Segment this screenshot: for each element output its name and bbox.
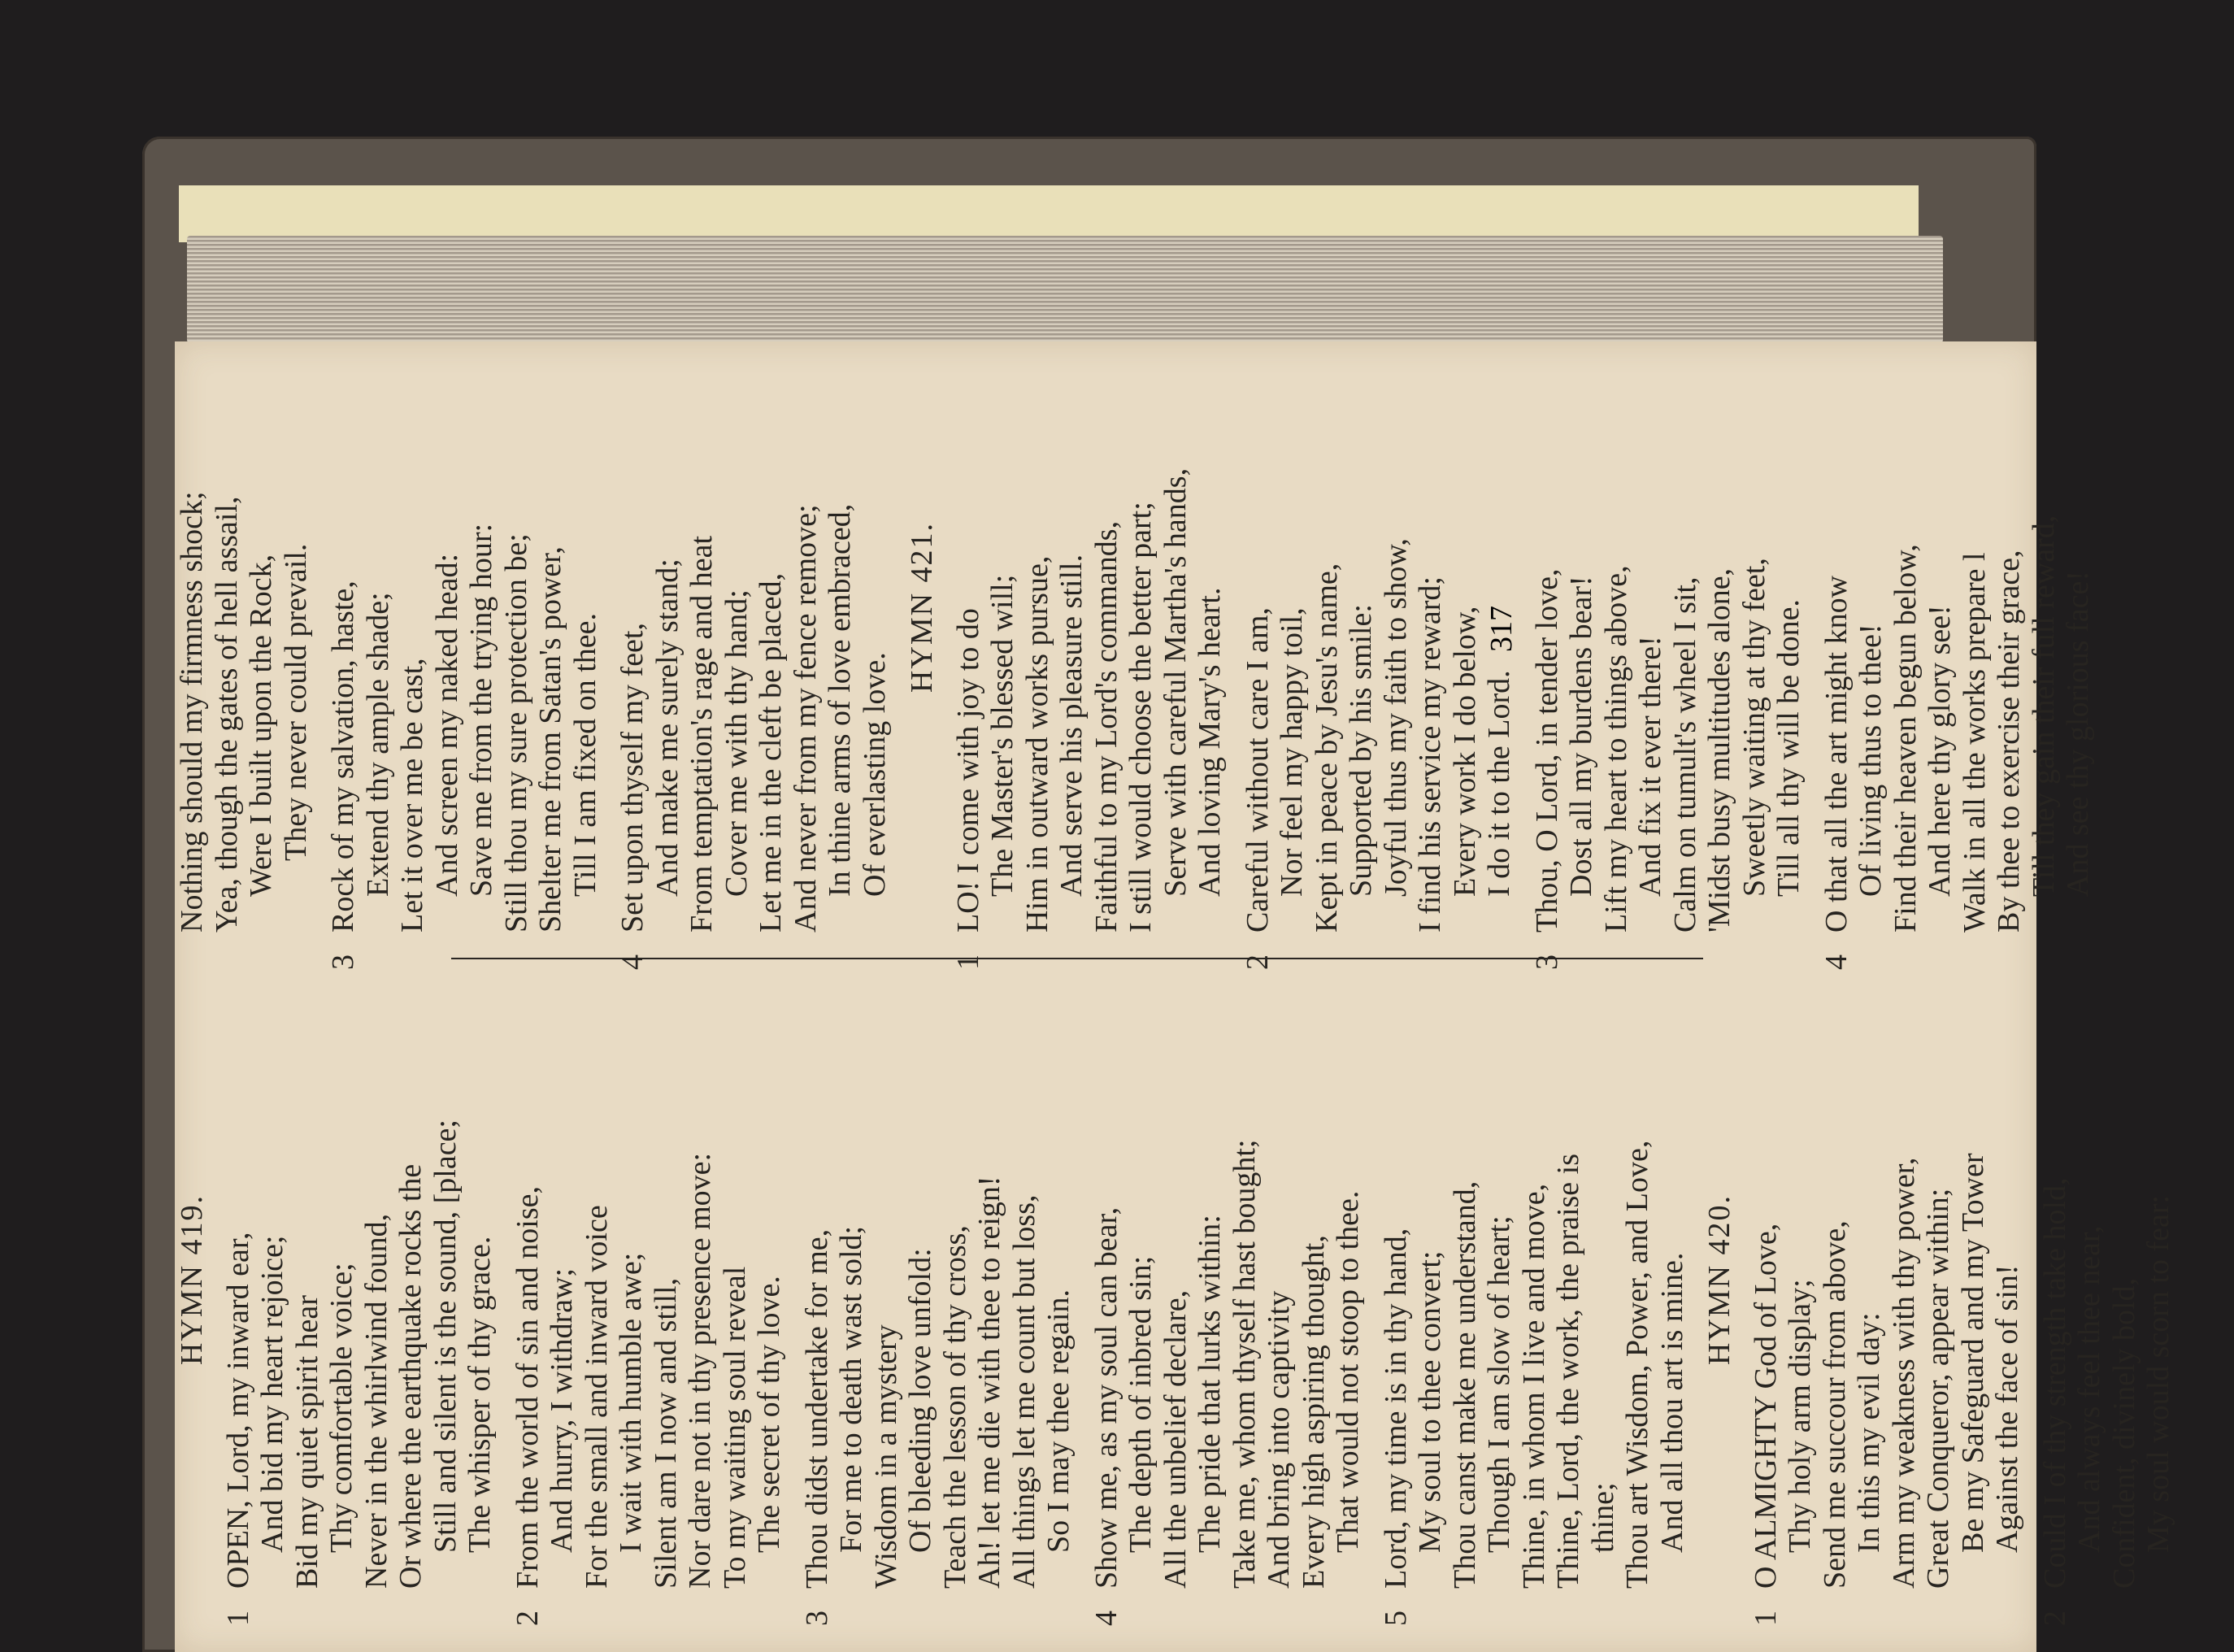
verse-line: That would not stoop to thee. — [1331, 1190, 1365, 1553]
stanza-number: 4 — [1089, 1611, 1124, 1626]
hymn-title: HYMN 419. — [175, 1193, 209, 1366]
stanza — [326, 282, 602, 970]
verse-line: Arm my weakness with thy power, — [1886, 1157, 1921, 1589]
verse-line: I still would choose the better part; — [1124, 502, 1158, 933]
verse-line: All things let me count but loss, — [1006, 1194, 1041, 1589]
verse-line: Let it over me be cast, — [395, 658, 429, 933]
verse-line: Every high aspiring thought, — [1296, 1235, 1331, 1589]
verse-line: Teach the lesson of thy cross, — [937, 1225, 972, 1589]
verse-line: Thine, in whom I live and move, — [1516, 1183, 1551, 1589]
verse-line: Great Conqueror, appear within; — [1921, 1188, 1955, 1589]
verse-line: And loving Mary's heart. — [1193, 587, 1227, 897]
verse-line: Thy holy arm display; — [1783, 1279, 1817, 1553]
verse-line: Lord, my time is in thy hand, — [1378, 1228, 1413, 1589]
stanza — [175, 282, 313, 933]
verse-line: And fix it ever there! — [1633, 636, 1667, 897]
verse-line: Take me, whom thyself hast bought; — [1227, 1139, 1262, 1589]
verse-line: O ALMIGHTY God of Love, — [1748, 1223, 1783, 1589]
verse-line: I do it to the Lord. — [1482, 670, 1516, 897]
verse-line: By thee to exercise their grace, — [1992, 550, 2026, 933]
stanza — [1748, 971, 2025, 1626]
stanza-number: 5 — [1378, 1611, 1413, 1626]
verse-line: They never could prevail. — [278, 543, 313, 861]
stanza — [1529, 282, 1806, 970]
hymnal-page — [175, 341, 2175, 1652]
verse-line: Be my Safeguard and my Tower — [1955, 1153, 1990, 1553]
verse-line: I wait with humble awe; — [614, 1252, 648, 1553]
verse-line: In thine arms of love embraced, — [823, 503, 857, 897]
verse-line: The depth of inbred sin; — [1124, 1255, 1158, 1553]
verse-line: Though I am slow of heart; — [1482, 1215, 1516, 1553]
verse-line: So I may thee regain. — [1041, 1289, 1076, 1553]
verse-line: Kept in peace by Jesu's name, — [1309, 563, 1344, 933]
verse-line: Serve with careful Martha's hands, — [1158, 467, 1193, 897]
verse-line: Send me succour from above, — [1817, 1220, 1852, 1589]
verse-line: Were I built upon the Rock, — [244, 554, 278, 897]
verse-line: Find their heaven begun below, — [1888, 544, 1923, 933]
verse-line: Bid my quiet spirit hear — [289, 1295, 324, 1589]
stanza-number: 3 — [1529, 954, 1564, 970]
stanza — [799, 971, 1076, 1626]
verse-line: Thine, Lord, the work, the praise is — [1551, 1153, 1585, 1589]
verse-line: I find his service my reward; — [1413, 576, 1447, 933]
verse-line: Set upon thyself my feet, — [615, 623, 650, 933]
verse-line: Supported by his smile: — [1344, 604, 1378, 897]
verse-line: O that all the art might know — [1819, 575, 1854, 933]
verse-line: Nothing should my firmness shock; — [175, 491, 209, 933]
stanza-number: 1 — [220, 1611, 255, 1626]
verse-line: Dost all my burdens bear! — [1564, 576, 1598, 897]
verse-line: Save me from the trying hour: — [464, 523, 498, 897]
verse-line: 'Midst busy multitudes alone, — [1702, 567, 1736, 933]
stanza — [2037, 971, 2176, 1626]
stanza-number: 4 — [615, 954, 650, 970]
verse-line: Nor dare not in thy presence move: — [683, 1152, 717, 1589]
verse-line: My soul to thee convert; — [1413, 1250, 1447, 1553]
verse-line: Him in outward works pursue, — [1019, 555, 1054, 933]
verse-line: Could I of thy strength take hold, — [2037, 1177, 2072, 1589]
verse-line: Or where the earthquake rocks the — [393, 1163, 428, 1589]
verse-line: Thou art Wisdom, Power, and Love, — [1620, 1140, 1654, 1589]
verse-line: Cover me with thy hand; — [719, 589, 754, 897]
stanza-number: 4 — [1819, 954, 1854, 970]
verse-line: Show me, as my soul can bear, — [1089, 1206, 1124, 1589]
verse-line: And hurry, I withdraw; — [545, 1267, 579, 1553]
verse-line: Yea, though the gates of hell assail, — [209, 496, 244, 933]
verse-line: All the unbelief declare, — [1158, 1289, 1193, 1589]
verse-line: The secret of thy love. — [752, 1276, 786, 1553]
stanza — [1819, 282, 2096, 970]
verse-line: Calm on tumult's wheel I sit, — [1667, 576, 1702, 933]
stanza-number: 3 — [799, 1611, 834, 1626]
verse-line: And see thy glorious face! — [2061, 571, 2095, 897]
verse-line: And here thy glory see! — [1923, 605, 1957, 897]
stanza-number: 1 — [1748, 1611, 1783, 1626]
verse-line: Till they gain their full reward, — [2026, 515, 2061, 897]
verse-line: And make me surely stand; — [650, 559, 685, 897]
verse-line: For the small and inward voice — [579, 1205, 614, 1589]
verse-line: Rock of my salvation, haste, — [326, 580, 360, 933]
verse-line: Extend thy ample shade; — [360, 592, 395, 897]
verse-line: thine; — [1585, 1482, 1620, 1553]
verse-line: Wisdom in a mystery — [868, 1324, 903, 1589]
page-stack-top — [179, 185, 1919, 242]
verse-line: Thou canst make me understand, — [1447, 1180, 1482, 1589]
verse-line: Till all thy will be done. — [1771, 599, 1806, 897]
verse-line: The whisper of thy grace. — [463, 1236, 497, 1553]
stanza-number: 2 — [2037, 1611, 2072, 1626]
verse-line: Till I am fixed on thee. — [567, 613, 602, 897]
verse-line: Of living thus to thee! — [1854, 624, 1888, 897]
verse-line: And never from my fence remove; — [788, 504, 823, 933]
verse-line: From temptation's rage and heat — [685, 535, 719, 933]
verse-line: Still thou my sure protection be; — [498, 533, 533, 933]
verse-line: Careful without care I am, — [1240, 607, 1275, 933]
verse-line: In this my evil day: — [1852, 1312, 1886, 1553]
verse-line: Let me in the cleft be placed, — [754, 572, 788, 933]
verse-line: Thou didst undertake for me, — [799, 1228, 834, 1589]
verse-line: And always feel thee near, — [2072, 1225, 2106, 1553]
verse-line: And serve his pleasure still. — [1054, 554, 1089, 897]
stanza — [615, 282, 892, 970]
verse-line: Shelter me from Satan's power, — [533, 546, 567, 933]
verse-line: Silent am I now and still, — [648, 1277, 683, 1589]
stanza — [1089, 971, 1366, 1626]
verse-line: Ah! let me die with thee to reign! — [972, 1176, 1006, 1589]
page-number: 317 — [1484, 606, 1519, 652]
verse-line: For me to death wast sold; — [834, 1225, 868, 1553]
stanza-number: 2 — [1240, 954, 1275, 970]
stanza-number: 3 — [326, 954, 360, 970]
verse-line: From the world of sin and noise, — [510, 1185, 545, 1589]
verse-line: Thou, O Lord, in tender love, — [1529, 568, 1564, 933]
stanza — [1378, 971, 1690, 1626]
stanza-number: 2 — [510, 1611, 545, 1626]
verse-line: To my waiting soul reveal — [717, 1266, 752, 1589]
verse-line: Faithful to my Lord's commands, — [1089, 520, 1124, 933]
hymn-title: HYMN 420. — [1702, 1193, 1736, 1366]
verse-line: And all thou art is mine. — [1654, 1252, 1689, 1553]
stanza-number: 1 — [950, 954, 985, 970]
verse-line: Joyful thus my faith to show, — [1378, 538, 1413, 897]
verse-line: The Master's blessed will; — [985, 574, 1019, 897]
verse-line: Never in the whirlwind found, — [359, 1213, 393, 1589]
right-column — [175, 282, 2095, 970]
verse-line: And bring into captivity — [1262, 1290, 1296, 1589]
verse-line: And bid my heart rejoice; — [255, 1235, 289, 1553]
verse-line: Every work I do below, — [1447, 606, 1482, 897]
verse-line: Of bleeding love unfold: — [903, 1248, 937, 1553]
stanza — [220, 971, 498, 1626]
verse-line: Lift my heart to things above, — [1598, 565, 1633, 933]
verse-line: My soul would scorn to fear: — [2141, 1194, 2175, 1553]
verse-line: Thy comfortable voice; — [324, 1263, 359, 1553]
verse-line: And screen my naked head: — [429, 553, 464, 897]
verse-line: Of everlasting love. — [857, 652, 892, 897]
verse-line: Sweetly waiting at thy feet, — [1736, 558, 1771, 897]
stanza — [950, 282, 1228, 970]
verse-line: Still and silent is the sound, [place; — [428, 1119, 463, 1553]
verse-line: Against the face of sin! — [1990, 1264, 2024, 1553]
stanza — [1240, 282, 1517, 970]
verse-line: The pride that lurks within: — [1193, 1215, 1227, 1553]
stanza — [510, 971, 787, 1626]
verse-line: Nor feel my happy toil, — [1275, 607, 1309, 897]
verse-line: LO! I come with joy to do — [950, 608, 985, 933]
left-column — [175, 971, 2175, 1626]
page-content-rotated — [175, 341, 2175, 1652]
verse-line: OPEN, Lord, my inward ear, — [220, 1232, 255, 1589]
hymn-title: HYMN 421. — [905, 521, 939, 693]
verse-line: Walk in all the works prepare l — [1957, 552, 1992, 933]
verse-line: Confident, divinely bold, — [2106, 1277, 2141, 1589]
